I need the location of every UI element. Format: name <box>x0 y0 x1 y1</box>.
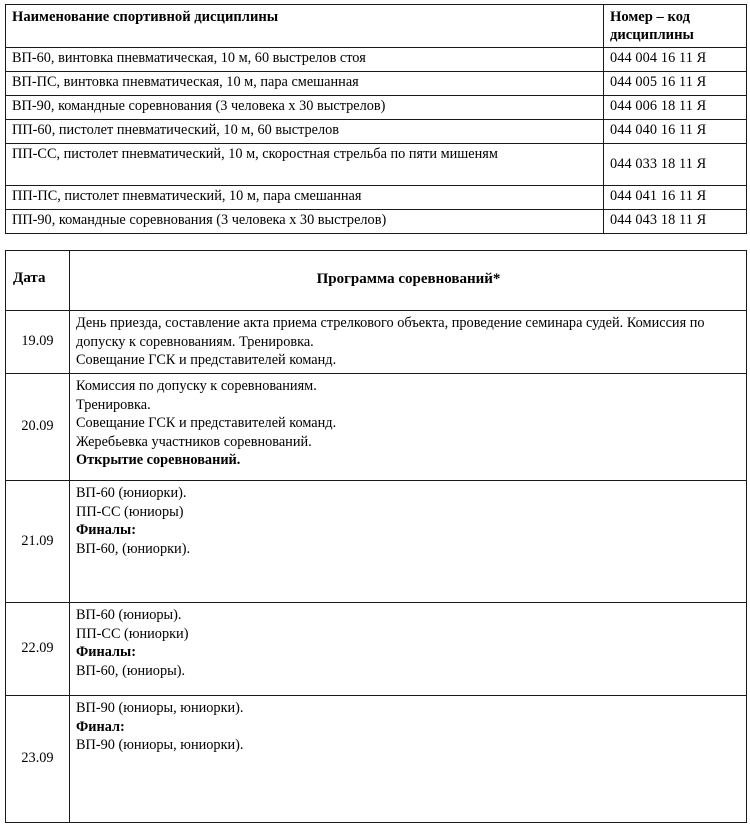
schedule-program <box>70 374 747 481</box>
program-line-emphasis: Финал: <box>76 718 125 735</box>
schedule-program <box>70 603 747 696</box>
discipline-code: 044 041 16 11 Я <box>604 186 747 210</box>
table-row <box>6 696 747 823</box>
column-header-discipline-name: Наименование спортивной дисциплины <box>6 5 604 48</box>
table-row <box>6 603 747 696</box>
table-row <box>6 96 747 120</box>
table-row <box>6 210 747 234</box>
discipline-code: 044 040 16 11 Я <box>604 120 747 144</box>
program-line: Тренировка. <box>76 396 151 413</box>
program-line: ВП-60, (юниоры). <box>76 662 186 679</box>
table-row <box>6 374 747 481</box>
discipline-name: ПП-60, пистолет пневматический, 10 м, 60 выстрелов <box>6 120 604 144</box>
column-header-program: Программа соревнований* <box>70 251 747 311</box>
schedule-table-header <box>6 251 747 311</box>
program-line-emphasis: Финалы: <box>76 644 136 661</box>
discipline-code: 044 033 18 11 Я <box>604 144 747 186</box>
schedule-date: 19.09 <box>6 311 70 374</box>
discipline-name: ПП-90, командные соревнования (3 человека х 30 выстрелов) <box>6 210 604 234</box>
schedule-table-body <box>6 311 747 823</box>
schedule-program <box>70 696 747 823</box>
schedule-date: 22.09 <box>6 603 70 696</box>
disciplines-table-body <box>6 48 747 234</box>
program-line: День приезда, составление акта приема стрелкового объекта, проведение семинара судей. Комиссия по допуску к соревнованиям. Тренировка. <box>76 315 705 350</box>
column-header-date: Дата <box>6 251 70 311</box>
discipline-name: ВП-90, командные соревнования (3 человека х 30 выстрелов) <box>6 96 604 120</box>
table-row <box>6 144 747 186</box>
column-header-discipline-code <box>604 5 747 48</box>
table-header-row <box>6 251 747 311</box>
discipline-code: 044 004 16 11 Я <box>604 48 747 72</box>
program-line: ВП-90 (юниоры, юниорки). <box>76 737 244 754</box>
table-row <box>6 48 747 72</box>
table-row <box>6 481 747 603</box>
schedule-program <box>70 481 747 603</box>
schedule-date: 21.09 <box>6 481 70 603</box>
table-row <box>6 120 747 144</box>
schedule-date: 23.09 <box>6 696 70 823</box>
schedule-table <box>5 250 747 823</box>
disciplines-table <box>5 4 747 234</box>
table-row <box>6 311 747 374</box>
program-line: ВП-60 (юниорки). <box>76 485 187 501</box>
discipline-code: 044 006 18 11 Я <box>604 96 747 120</box>
program-line: Жеребьевка участников соревнований. <box>76 433 312 450</box>
program-line: ПП-СС (юниорки) <box>76 625 189 642</box>
table-header-row <box>6 5 747 48</box>
discipline-code: 044 005 16 11 Я <box>604 72 747 96</box>
program-line: ПП-СС (юниоры) <box>76 503 184 520</box>
discipline-name: ПП-ПС, пистолет пневматический, 10 м, пара смешанная <box>6 186 604 210</box>
program-line: Совещание ГСК и представителей команд. <box>76 415 337 432</box>
schedule-program <box>70 311 747 374</box>
disciplines-table-header <box>6 5 747 48</box>
column-header-code-line-2: дисциплины <box>610 27 694 44</box>
program-line: Совещание ГСК и представителей команд. <box>76 352 337 369</box>
discipline-name: ВП-60, винтовка пневматическая, 10 м, 60 выстрелов стоя <box>6 48 604 72</box>
discipline-name: ВП-ПС, винтовка пневматическая, 10 м, пара смешанная <box>6 72 604 96</box>
program-line-emphasis: Финалы: <box>76 522 136 539</box>
program-line: ВП-60, (юниорки). <box>76 540 191 557</box>
column-header-code-line-1: Номер – код <box>610 9 690 25</box>
schedule-date: 20.09 <box>6 374 70 481</box>
table-row <box>6 72 747 96</box>
program-line-emphasis: Открытие соревнований. <box>76 452 241 469</box>
discipline-name: ПП-СС, пистолет пневматический, 10 м, скоростная стрельба по пяти мишеням <box>6 144 604 186</box>
program-line: ВП-60 (юниоры). <box>76 607 182 623</box>
discipline-code: 044 043 18 11 Я <box>604 210 747 234</box>
table-row <box>6 186 747 210</box>
program-line: ВП-90 (юниоры, юниорки). <box>76 700 244 716</box>
program-line: Комиссия по допуску к соревнованиям. <box>76 378 317 394</box>
